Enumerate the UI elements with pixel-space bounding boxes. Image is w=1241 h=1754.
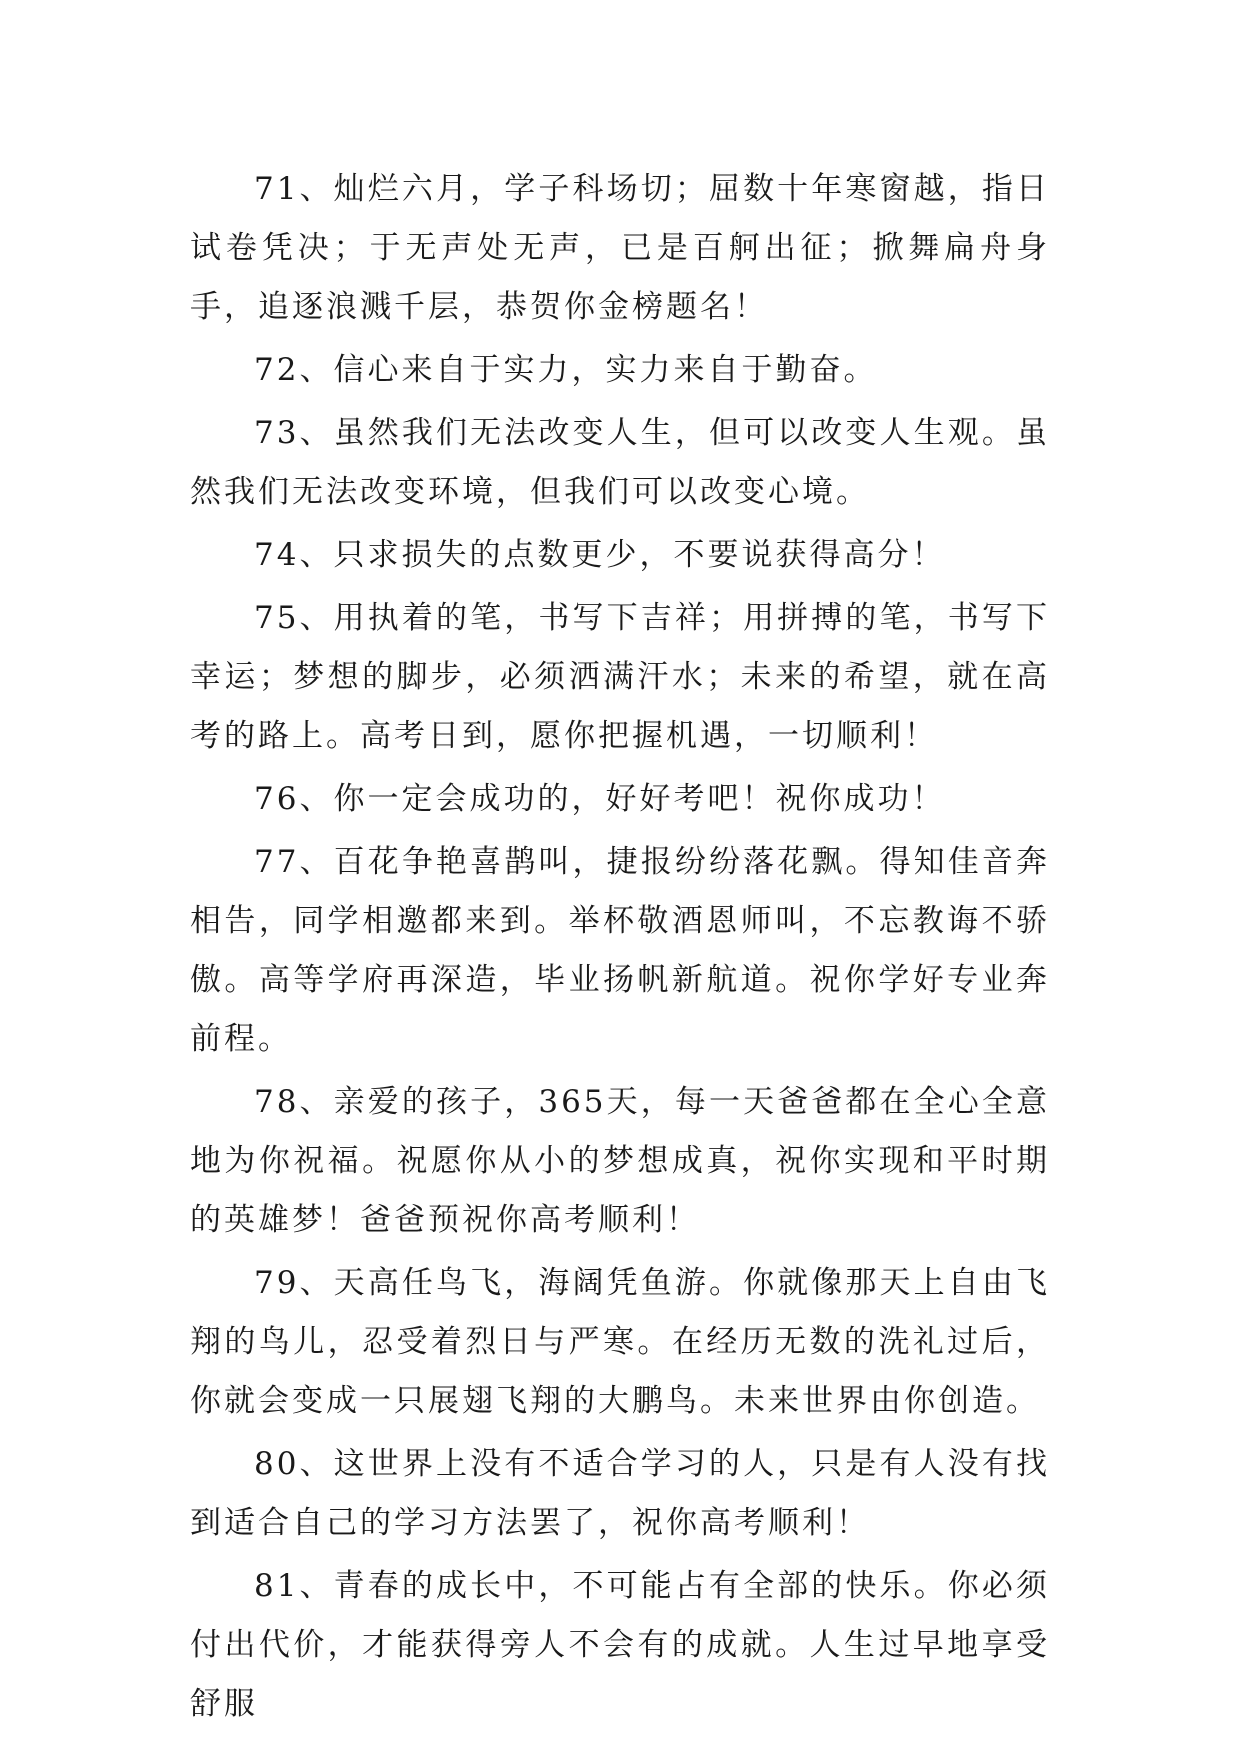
paragraph-73: 73、虽然我们无法改变人生，但可以改变人生观。虽然我们无法改变环境，但我们可以改变心境。 xyxy=(190,415,1050,510)
paragraph-78: 78、亲爱的孩子，365天，每一天爸爸都在全心全意地为你祝福。祝愿你从小的梦想成真，祝你实现和平时期的英雄梦！爸爸预祝你高考顺利！ xyxy=(190,1084,1050,1238)
paragraph-81: 81、青春的成长中，不可能占有全部的快乐。你必须付出代价，才能获得旁人不会有的成就。人生过早地享受舒服 xyxy=(190,1568,1050,1722)
paragraph-72: 72、信心来自于实力，实力来自于勤奋。 xyxy=(254,352,878,388)
paragraph-76: 76、你一定会成功的，好好考吧！祝你成功！ xyxy=(254,781,946,817)
paragraph-75: 75、用执着的笔，书写下吉祥；用拼搏的笔，书写下幸运；梦想的脚步，必须洒满汗水；未来的希望，就在高考的路上。高考日到，愿你把握机遇，一切顺利！ xyxy=(190,600,1050,754)
paragraph-71: 71、灿烂六月，学子科场切；屈数十年寒窗越，指日试卷凭决；于无声处无声，已是百舸出征；掀舞扁舟身手，追逐浪溅千层，恭贺你金榜题名！ xyxy=(190,171,1050,325)
paragraph-79: 79、天高任鸟飞，海阔凭鱼游。你就像那天上自由飞翔的鸟儿，忍受着烈日与严寒。在经历无数的洗礼过后，你就会变成一只展翅飞翔的大鹏鸟。未来世界由你创造。 xyxy=(190,1265,1050,1419)
paragraph-74: 74、只求损失的点数更少，不要说获得高分！ xyxy=(254,537,946,573)
paragraph-80: 80、这世界上没有不适合学习的人，只是有人没有找到适合自己的学习方法罢了，祝你高考顺利！ xyxy=(190,1446,1050,1541)
paragraph-77: 77、百花争艳喜鹊叫，捷报纷纷落花飘。得知佳音奔相告，同学相邀都来到。举杯敬酒恩师叫，不忘教诲不骄傲。高等学府再深造，毕业扬帆新航道。祝你学好专业奔前程。 xyxy=(190,844,1050,1057)
document-body xyxy=(190,160,1050,1738)
